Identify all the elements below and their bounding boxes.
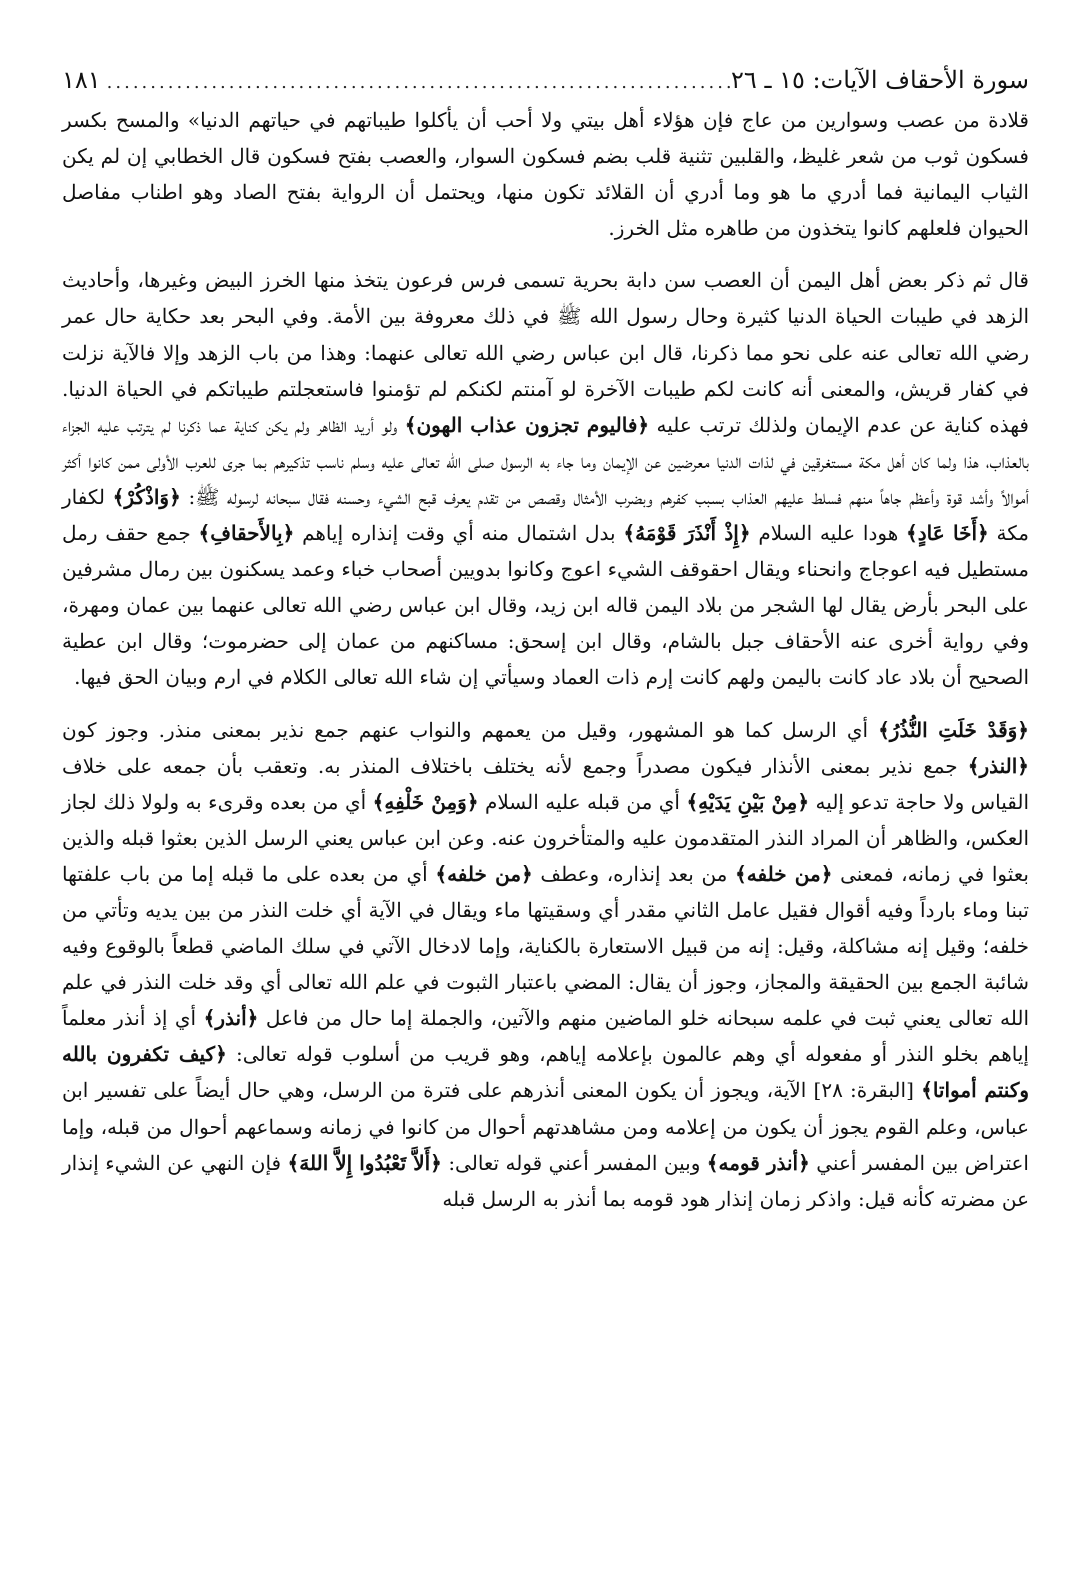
- page-number: ١٨١: [62, 66, 101, 94]
- paragraph: [62, 712, 1029, 1217]
- paragraph: [62, 262, 1029, 695]
- paragraph-text: جمع نذير بمعنى الأنذار فيكون مصدراً وجمع لأنه يختلف باختلاف المنذر به. وتعقب بأن جمعه على خلاف القياس ولا حاجة تدعو إليه: [62, 753, 1030, 814]
- paragraph-text: قال ثم ذكر بعض أهل اليمن أن العصب سن دابة بحرية تسمى فرس فرعون يتخذ منها الخرز البيض وغيرها، وأحاديث الزهد في طيبات الحياة الدنيا كثيرة وحال رسول الله ﷺ في ذلك معروفة بين الأمة. وفي البحر بعد حكاية حال عمر رضي الله تعالى عنه على نحو مما ذكرنا، قال ابن عباس رضي الله تعالى عنهما: وهذا من باب الزهد وإلا فالآية نزلت في كفار قريش، والمعنى أنه كانت لكم طيبات الآخرة لو آمنتم لكنكم لم تؤمنوا فاستعجلتم طيباتكم في الحياة الدنيا. فهذه كناية عن عدم الإيمان ولذلك ترتب عليه: [62, 268, 1029, 437]
- paragraph-text: وبين المفسر أعني قوله تعالى:: [441, 1150, 707, 1175]
- paragraph-text: قلادة من عصب وسوارين من عاج فإن هؤلاء أهل بيتي ولا أحب أن يأكلوا طيباتهم في حياتهم الدنيا» والمسح بكسر فسكون ثوب من شعر غليظ، والقلبين تثنية قلب بضم فسكون السوار، والعصب بفتح فسكون قال الخطابي إن لم يكن الثياب اليمانية فما أدري ما هو وما أدري أن القلائد تكون منها، ويحتمل أن الرواية بفتح الصاد وهو اطناب مفاصل الحيوان فلعلهم كانوا يتخذون من طاهره مثل الخرز.: [62, 108, 1029, 241]
- quran-verse-quote: ﴿أَلاَّ تَعْبُدُوا إِلاَّ اللهَ﴾: [287, 1150, 442, 1175]
- quran-verse-quote: ﴿أنذر قومه﴾: [706, 1150, 810, 1175]
- surah-title: سورة الأحقاف الآيات: ١٥ ـ ٢٦: [731, 66, 1029, 94]
- paragraph-text: أي الرسل كما هو المشهور، وقيل من يعمهم والنواب عنهم جمع نذير بمعنى منذر. وجوز كون: [62, 717, 879, 742]
- paragraph-text: [البقرة: ٢٨] الآية، ويجوز أن يكون المعنى أنذرهم على فترة من الرسل، وهي حال أيضاً على تفسير ابن عباس، وعلم القوم يجوز أن يكون من إعلامه ومن مشاهدتهم أحوال من كانوا في زمانه وسماعهم أحوال من قبله، وإما اعتراض بين المفسر أعني: [62, 1078, 1030, 1175]
- paragraph-text: ولو أريد الظاهر ولم يكن كناية عما ذكرنا لم يترتب عليه الجزاء بالعذاب، هذا ولما كان أهل مكة مستغرقين في لذات الدنيا معرضين عن الإيمان وما جاء به الرسول صلى الله تعالى عليه وسلم ناسب تذكيرهم بما جرى للعرب الأولى ممن كانوا أكثر أموالاً وأشد قوة وأعظم جاهاً منهم فسلط عليهم العذاب بسبب كفرهم وبضرب الأمثال وقصص من تقدم يعرف قبح الشيء وحسنه فقال سبحانه لرسوله ﷺ:: [62, 412, 1029, 509]
- quran-verse-quote: ﴿كيف تكفرون بالله وكنتم أمواتا﴾: [62, 1042, 1029, 1103]
- quran-verse-quote: ﴿النذر﴾: [967, 753, 1029, 778]
- paragraph-text: من بعد إنذاره، وعطف: [532, 861, 736, 886]
- quran-verse-quote: ﴿مِنْ بَيْنِ يَدَيْهِ﴾: [686, 789, 810, 814]
- quran-verse-quote: ﴿من خلفه﴾: [435, 861, 533, 886]
- quran-verse-quote: ﴿بِالأَحقافِ﴾: [198, 521, 295, 546]
- paragraph-text: أي من قبله عليه السلام: [478, 789, 687, 814]
- running-header: [62, 58, 1029, 102]
- quran-verse-quote: ﴿وَمِنْ خَلْفِهِ﴾: [372, 789, 479, 814]
- quran-verse-quote: ﴿أنذر﴾: [203, 1006, 259, 1031]
- leader-dots: [101, 61, 731, 105]
- quran-verse-quote: ﴿وَاذْكُرْ﴾: [112, 484, 181, 509]
- quran-verse-quote: ﴿أَخَا عَادٍ﴾: [906, 521, 989, 546]
- paragraph-text: هودا عليه السلام: [750, 521, 907, 546]
- paragraph-text: جمع حقف رمل مستطيل فيه اعوجاج وانحناء ويقال احقوقف الشيء اعوج وكانوا بدويين أصحاب خباء وعمد يسكنون بين رمال مشرفين على البحر بأرض يقال لها الشجر من بلاد اليمن قاله ابن زيد، وقال ابن عباس رضي الله تعالى عنهما بين عمان ومهرة، وفي رواية أخرى عنه الأحقاف جبل بالشام، وقال ابن إسحق: مساكنهم من عمان إلى حضرموت؛ وقال ابن عطية الصحيح أن بلاد عاد كانت باليمن ولهم كانت إرم ذات العماد وسيأتي إن شاء الله تعالى الكلام في ارم وبيان الحق فيها.: [62, 521, 1030, 690]
- quran-verse-quote: ﴿إِذْ أَنْذَرَ قَوْمَهُ﴾: [623, 521, 751, 546]
- paragraph-text: أي إذ أنذر معلماً إياهم بخلو النذر أو مفعوله أي وهم عالمون بإعلامه إياهم، وهو قريب من أسلوب قوله تعالى:: [62, 1006, 1029, 1067]
- paragraph-text: لكفار مكة: [62, 484, 1030, 546]
- quran-verse-quote: ﴿فاليوم تجزون عذاب الهون﴾: [404, 412, 650, 437]
- paragraph: [62, 102, 1029, 246]
- paragraph-text: أي من بعده على ما قبله إما من باب علفتها تبنا وماء بارداً وفيه أقوال فقيل عامل الثاني مقدر أي وسقيتها ماء ويقال في الآية أي خلت النذر من بين يديه وتأتي من خلفه؛ وقيل إنه مشاكلة، وقيل: إنه من قبيل الاستعارة بالكناية، وإما لادخال الآتي في سلك الماضي قطعاً بالوقوع وفيه شائبة الجمع بين الحقيقة والمجاز، وجوز أن يقال: المضي باعتبار الثبوت في علم الله تعالى أي وقد خلت النذر في علم الله تعالى يعني ثبت في علمه سبحانه خلو الماضين منهم والآتين، والجملة إما حال من فاعل: [62, 861, 1030, 1031]
- paragraph-text: فإن النهي عن الشيء إنذار عن مضرته كأنه قيل: واذكر زمان إنذار هود قومه بما أنذر به الرسل قبله: [62, 1150, 1029, 1211]
- quran-verse-quote: ﴿من خلفه﴾: [735, 861, 833, 886]
- quran-verse-quote: ﴿وَقَدْ خَلَتِ النُّذُرُ﴾: [878, 717, 1030, 742]
- commentary-body: [62, 102, 1029, 1217]
- paragraph-text: أي من بعده وقرىء به ولولا ذلك لجاز العكس، والظاهر أن المراد النذر المتقدمون عليه والمتأخرون عنه. وعن ابن عباس يعني الرسل الذين بعثوا قبله والذين بعثوا في زمانه، فمعنى: [62, 789, 1029, 886]
- paragraph-text: بدل اشتمال منه أي وقت إنذاره إياهم: [294, 521, 624, 546]
